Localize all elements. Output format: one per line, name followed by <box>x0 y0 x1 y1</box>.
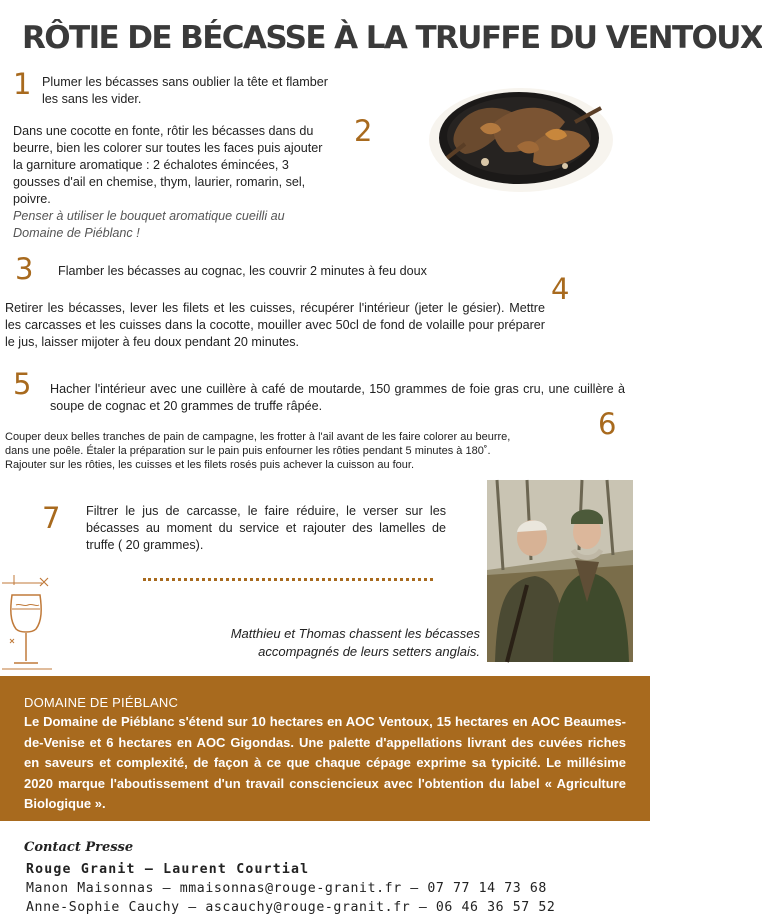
photo-caption <box>150 625 480 661</box>
step-2-block <box>13 123 331 242</box>
caption-line-2: accompagnés de leurs setters anglais. <box>258 644 480 659</box>
step-2-number: 2 <box>354 114 373 148</box>
domaine-body: Le Domaine de Piéblanc s'étend sur 10 hectares en AOC Ventoux, 15 hectares en AOC Beaumes-de-Venise et 6 hectares en AOC Gigondas. Une palette d'appellations livrant des cuvées riches en saveurs et complexité, de façon à ce que chaque cépage exprime sa typicité. Le millésime 2020 marque l'aboutissement d'un travail consciencieux avec l'obtention du label « Agriculture Biologique ». <box>24 714 626 811</box>
dotted-separator <box>143 578 433 581</box>
dish-photo <box>425 62 625 212</box>
contact-agency: Rouge Granit – Laurent Courtial <box>26 862 310 877</box>
contact-title: Contact Presse <box>24 840 134 855</box>
step-2-note: Penser à utiliser le bouquet aromatique cueilli au Domaine de Piéblanc ! <box>13 209 285 240</box>
step-6-line-2: dans une poêle. Étaler la préparation sur le pain puis enfourner les rôties pendant 5 minutes à 180˚. <box>5 445 491 457</box>
wine-glass-icon <box>2 575 54 675</box>
step-3-number: 3 <box>15 252 34 286</box>
step-7-number: 7 <box>42 501 61 535</box>
step-6-block <box>5 430 590 472</box>
contact-line-2: Anne-Sophie Cauchy – ascauchy@rouge-granit.fr – 06 46 36 57 52 <box>26 900 556 915</box>
step-4-text: Retirer les bécasses, lever les filets et les cuisses, récupérer l'intérieur (jeter le gésier). Mettre les carcasses et les cuisses dans la cocotte, mouiller avec 50cl de fond de volaille pour préparer le jus, laisser mijoter à feu doux pendant 20 minutes. <box>5 301 545 349</box>
step-7-text: Filtrer le jus de carcasse, le faire réduire, le verser sur les bécasses au moment du service et rajouter des lamelles de truffe ( 20 grammes). <box>86 504 446 552</box>
domaine-title: DOMAINE DE PIÉBLANC <box>24 695 179 710</box>
step-5-number: 5 <box>13 367 32 401</box>
step-4-number: 4 <box>551 272 570 306</box>
step-1-number: 1 <box>13 67 32 101</box>
step-6-line-1: Couper deux belles tranches de pain de campagne, les frotter à l'ail avant de les faire colorer au beurre, <box>5 431 511 443</box>
step-3-text: Flamber les bécasses au cognac, les couvrir 2 minutes à feu doux <box>58 264 427 278</box>
page-title: RÔTIE DE BÉCASSE À LA TRUFFE DU VENTOUX <box>22 20 762 56</box>
domaine-section <box>0 676 650 821</box>
step-1-text: Plumer les bécasses sans oublier la tête et flamber les sans les vider. <box>42 75 328 106</box>
step-5-text: Hacher l'intérieur avec une cuillère à café de moutarde, 150 grammes de foie gras cru, une cuillère à soupe de cognac et 20 grammes de truffe râpée. <box>50 382 625 413</box>
step-6-number: 6 <box>598 407 617 441</box>
step-6-line-3: Rajouter sur les rôties, les cuisses et les filets rosés puis achever la cuisson au four. <box>5 459 415 471</box>
caption-line-1: Matthieu et Thomas chassent les bécasses <box>230 626 480 641</box>
step-2-text: Dans une cocotte en fonte, rôtir les bécasses dans du beurre, bien les colorer sur toutes les faces puis ajouter la garniture aromatique : 2 échalotes émincées, 3 gousses d'ail en chemise, thym, laurier, romarin, sel, poivre. <box>13 124 323 206</box>
contact-line-1: Manon Maisonnas – mmaisonnas@rouge-granit.fr – 07 77 14 73 68 <box>26 881 547 896</box>
hunters-photo <box>487 480 633 662</box>
